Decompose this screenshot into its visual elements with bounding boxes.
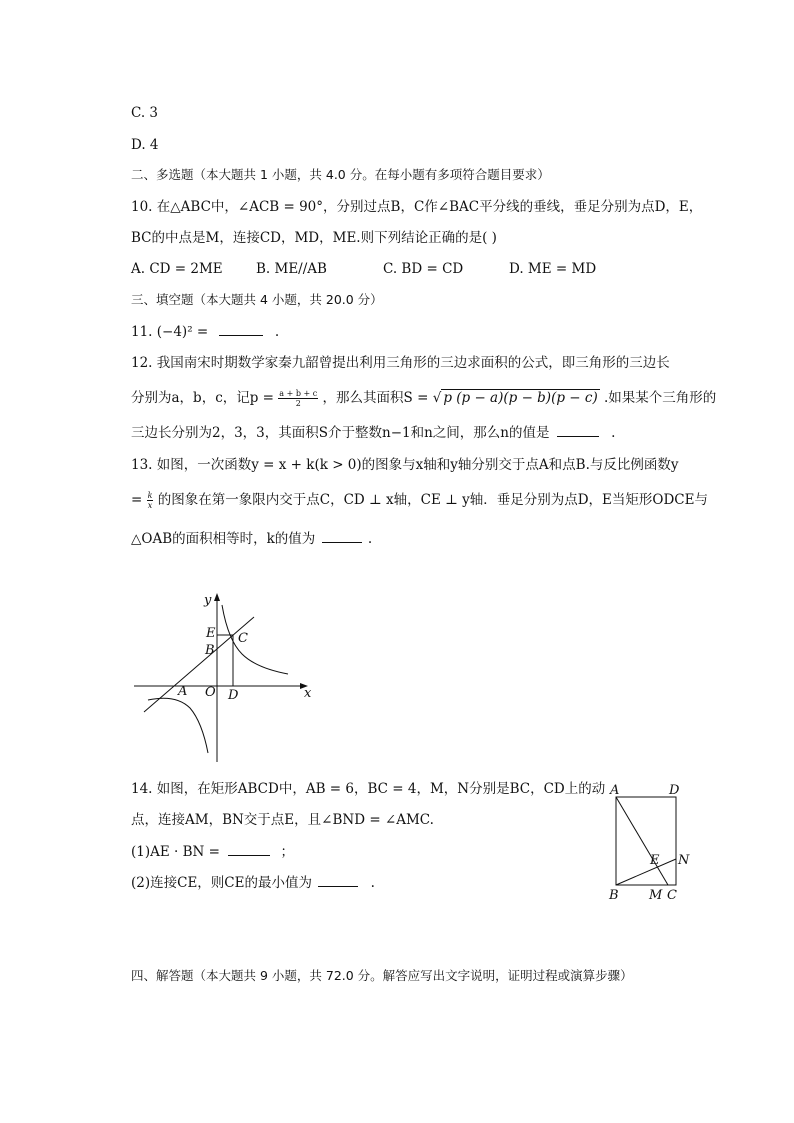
label-c: C (667, 888, 677, 903)
q13-frac-num: k (147, 491, 153, 500)
q13-end: . (367, 531, 373, 547)
y-axis-arrow (214, 593, 220, 601)
label-d: D (669, 783, 680, 798)
q10-option-d: D. ME = MD (509, 261, 597, 277)
q10-option-c: C. BD = CD (383, 261, 464, 277)
label-y: y (204, 593, 212, 608)
q11-text: 11. (−4)² = (131, 324, 209, 340)
label-e: E (206, 626, 216, 641)
label-a: A (610, 783, 620, 798)
label-d: D (228, 688, 239, 703)
q12-line2 (131, 389, 716, 408)
label-b: B (205, 643, 215, 658)
q12-text-c: .如果某个三角形的 (604, 390, 717, 406)
q10-option-b: B. ME//AB (256, 261, 327, 277)
label-n: N (678, 853, 690, 868)
label-a: A (178, 684, 188, 699)
segment-bn (616, 859, 676, 885)
q10-line2: BC的中点是M，连接CD，MD，ME.则下列结论正确的是( ) (131, 230, 497, 246)
q12-line1: 12. 我国南宋时期数学家秦九韶曾提出利用三角形的三边求面积的公式，即三角形的三边长 (131, 355, 670, 371)
q14-part2-end: . (370, 875, 375, 891)
label-e: E (650, 853, 660, 868)
section-2-heading: 二、多选题（本大题共 1 小题，共 4.0 分。在每小题有多项符合题目要求） (131, 167, 550, 182)
q12-text-a: 分别为a，b，c，记p = (131, 390, 274, 406)
q13-line3-text: △OAB的面积相等时，k的值为 (131, 531, 316, 547)
q13-line2 (131, 491, 708, 510)
q14-part2-blank (318, 874, 358, 887)
q12-text-b: ，那么其面积S = (322, 390, 429, 406)
q14-part1-blank (228, 843, 270, 856)
q11-answer-blank (219, 323, 263, 336)
q14-rectangle-figure (604, 780, 700, 904)
q11 (131, 323, 279, 341)
q12-end: . (611, 425, 616, 441)
q13-fraction (147, 491, 154, 510)
segment-am (616, 797, 668, 885)
section-3-heading: 三、填空题（本大题共 4 小题，共 20.0 分） (131, 292, 383, 307)
q12-frac-num: a + b + c (279, 389, 318, 398)
option-d-prev: D. 4 (131, 137, 159, 153)
q14-part1-end: ； (280, 844, 295, 860)
hyperbola-branch-third-quadrant (148, 698, 208, 753)
q14-part1-text: (1)AE · BN = (131, 844, 220, 860)
section-4-heading: 四、解答题（本大题共 9 小题，共 72.0 分。解答应写出文字说明，证明过程或演算步骤） (131, 968, 633, 983)
q13-text-b: 的图象在第一象限内交于点C，CD ⊥ x轴，CE ⊥ y轴．垂足分别为点D，E当矩形ODCE与 (157, 492, 708, 508)
q14-line2: 点，连接AM，BN交于点E，且∠BND = ∠AMC. (131, 812, 434, 828)
q12-line3-text: 三边长分别为2，3，3，其面积S介于整数n−1和n之间，那么n的值是 (131, 425, 550, 441)
label-c: C (238, 631, 248, 646)
label-x: x (304, 686, 312, 701)
option-c-prev: C. 3 (131, 105, 159, 121)
q13-text-a: = (131, 492, 143, 508)
label-m: M (649, 888, 663, 903)
q14-line1: 14. 如图，在矩形ABCD中，AB = 6，BC = 4，M，N分别是BC，CD上的动 (131, 781, 606, 797)
q12-sqrt: p (p − a)(p − b)(p − c) (443, 390, 598, 406)
q13-answer-blank (322, 530, 362, 543)
q14-line3 (131, 843, 294, 861)
sqrt-sign: √ (432, 390, 442, 406)
q13-line1: 13. 如图，一次函数y = x + k(k > 0)的图象与x轴和y轴分别交于点A和点B.与反比例函数y (131, 457, 679, 473)
q13-graph-figure (128, 588, 328, 768)
q12-frac-den: 2 (295, 399, 301, 408)
hyperbola-branch-first-quadrant (222, 605, 288, 674)
q14-line4 (131, 874, 375, 892)
q13-frac-den: x (147, 501, 153, 510)
q10-option-a: A. CD = 2ME (131, 261, 223, 277)
q14-part2-text: (2)连接CE，则CE的最小值为 (131, 875, 312, 891)
q12-fraction (278, 389, 318, 408)
q10-line1: 10. 在△ABC中，∠ACB = 90°，分别过点B，C作∠BAC平分线的垂线，垂足分别为点D，E， (131, 199, 703, 215)
label-b: B (609, 888, 619, 903)
q13-line3 (131, 530, 372, 548)
q11-end: . (274, 324, 280, 340)
q12-line3 (131, 424, 615, 442)
q12-answer-blank (557, 424, 599, 437)
label-o: O (205, 685, 216, 700)
